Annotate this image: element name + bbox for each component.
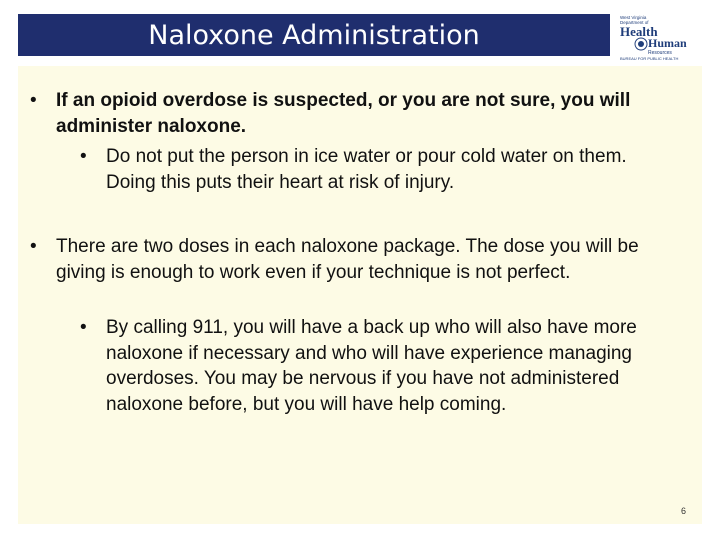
logo-health: Health (620, 24, 658, 39)
bullet-2-text: There are two doses in each naloxone package. The dose you will be giving is enough to work even if your technique is not perfect. (56, 236, 639, 283)
bullet-dot: • (80, 146, 87, 167)
health-logo (618, 14, 696, 62)
logo-line2: Department of (620, 20, 649, 25)
page-number: 6 (680, 506, 686, 516)
bullet-1 (30, 88, 670, 139)
logo-human: Human (648, 36, 687, 50)
bullet-1-sub-text: Do not put the person in ice water or pour cold water on them. Doing this puts their heart at risk of injury. (106, 146, 627, 193)
title-bar (18, 14, 610, 56)
content-area (18, 66, 702, 524)
bullet-1-text: If an opioid overdose is suspected, or you are not sure, you will administer naloxone. (56, 90, 631, 137)
bullet-2-sub (80, 315, 686, 417)
logo-resources: Resources (648, 50, 672, 56)
bullet-dot: • (80, 317, 87, 338)
logo-bureau: BUREAU FOR PUBLIC HEALTH (620, 56, 679, 61)
logo-line1: West Virginia (620, 15, 647, 20)
bullet-dot: • (30, 236, 37, 257)
slide-title: Naloxone Administration (148, 19, 480, 51)
bullet-dot: • (30, 90, 37, 111)
bullet-1-sub (80, 144, 680, 195)
bullet-2-sub-text: By calling 911, you will have a back up who will also have more naloxone if necessary and who will have experience managing overdoses. You may be nervous if you have not administered naloxone before, but you will have help coming. (106, 317, 637, 415)
bullet-2 (30, 234, 676, 285)
